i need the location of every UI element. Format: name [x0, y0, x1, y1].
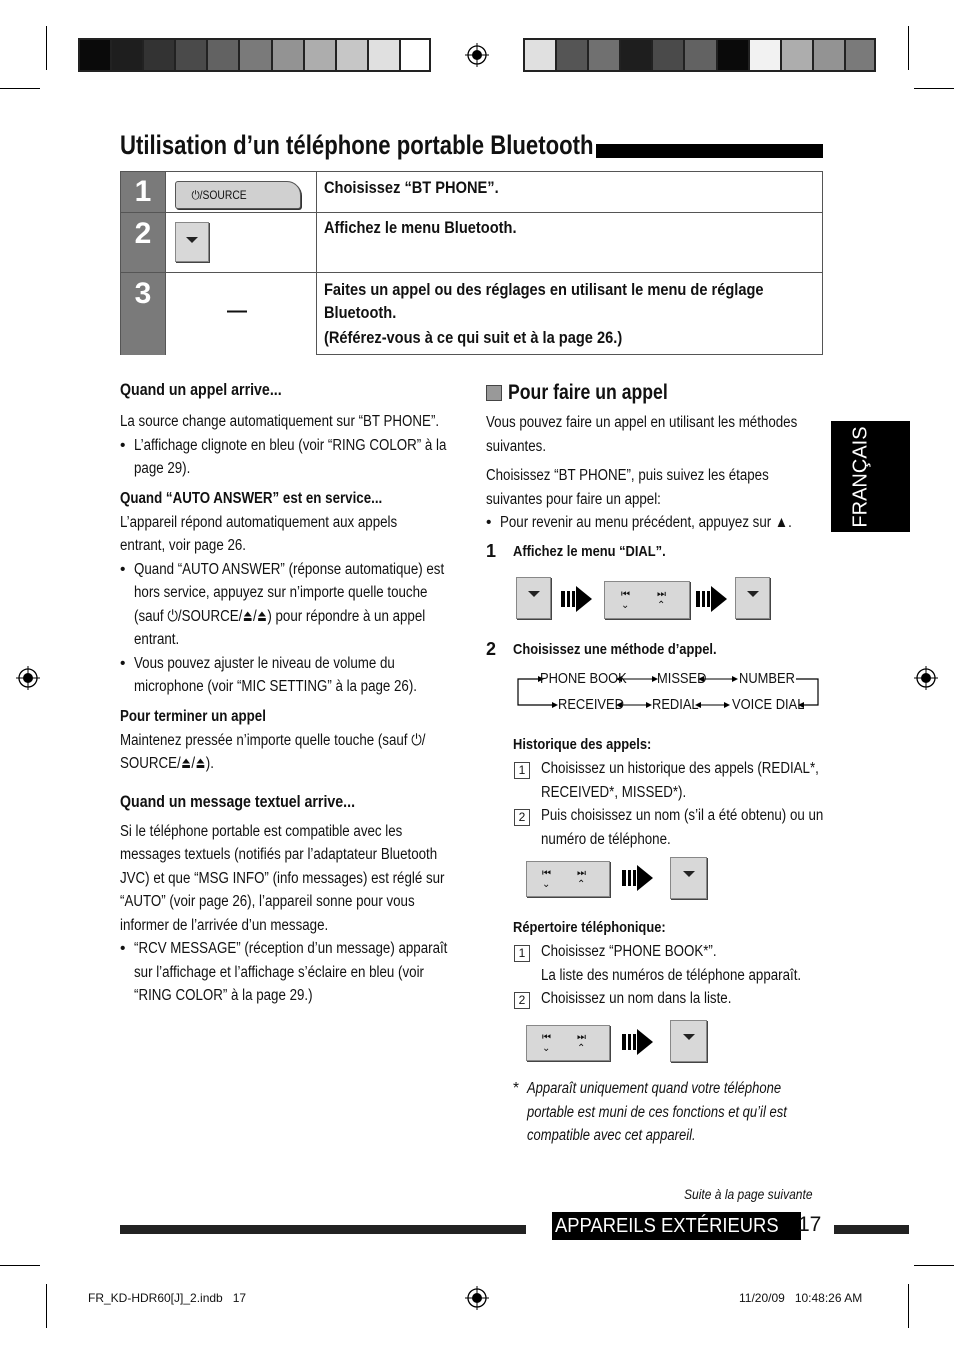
step-dash: —	[227, 300, 247, 322]
list-item: Choisissez un nom dans la liste.	[541, 990, 732, 1007]
item-number: 1	[514, 762, 530, 779]
skip-forward-icon: ⏭ ⌃	[577, 1032, 586, 1054]
down-button[interactable]	[175, 222, 209, 262]
menu-item-phone-book: PHONE BOOK	[540, 670, 627, 687]
down-triangle-icon	[528, 591, 540, 597]
color-swatch	[844, 38, 877, 72]
registration-mark-icon	[16, 666, 40, 690]
slug-date: 11/20/09 10:48:26 AM	[739, 1291, 863, 1305]
paragraph: Si le téléphone portable est compatible avec les messages textuels (notifiés par l’adaptateur Bluetooth JVC) et que “MSG INFO” (info messages) est réglé sur “AUTO” (voir page 26), l’appareil sonne pour vous informer de l’arrivée d’un message.	[120, 822, 445, 934]
list-item: Choisissez “PHONE BOOK*”.	[541, 943, 717, 960]
steps-table	[120, 171, 823, 355]
color-swatch	[716, 38, 749, 72]
language-tab-label: FRANÇAIS	[849, 426, 872, 528]
arrow-right-icon	[696, 582, 728, 616]
step-note: (Référez-vous à ce qui suit et à la page 26.)	[324, 328, 623, 347]
step-text: Choisissez une méthode d’appel.	[513, 641, 717, 658]
down-triangle-icon	[683, 1034, 695, 1040]
down-button[interactable]	[670, 1020, 707, 1062]
registration-mark-icon	[465, 43, 489, 67]
color-swatch	[587, 38, 620, 72]
crop-mark	[0, 1265, 40, 1266]
section-heading: Quand “AUTO ANSWER” est en service...	[120, 489, 383, 507]
color-swatch	[780, 38, 813, 72]
skip-back-icon: ⏮ ⌄	[542, 1032, 551, 1054]
color-swatch	[78, 38, 111, 72]
skip-back-icon: ⏮ ⌄	[621, 589, 630, 611]
list-item: Choisissez un historique des appels (REDIAL*, RECEIVED*, MISSED*).	[541, 760, 819, 801]
item-number: 2	[514, 992, 530, 1009]
skip-buttons[interactable]	[526, 1025, 610, 1061]
list-item-detail: La liste des numéros de téléphone apparaît.	[541, 967, 802, 984]
color-swatch	[174, 38, 207, 72]
menu-item-voice-dial: VOICE DIAL	[732, 696, 805, 713]
page-number: 17	[798, 1213, 822, 1236]
slug-file: FR_KD-HDR60[J]_2.indb 17	[88, 1291, 247, 1305]
title-rule	[596, 144, 823, 158]
color-swatch	[303, 38, 336, 72]
color-swatch	[399, 38, 432, 72]
color-swatch	[206, 38, 239, 72]
arrow-right-icon	[622, 1025, 654, 1059]
skip-buttons[interactable]	[526, 861, 610, 897]
arrow-right-icon	[622, 861, 654, 895]
crop-mark	[46, 1284, 47, 1328]
continued-note: Suite à la page suivante	[684, 1186, 813, 1202]
step-number: 3	[121, 273, 165, 355]
color-swatch	[335, 38, 368, 72]
crop-mark	[914, 88, 954, 89]
bullet-item: Pour revenir au menu précédent, appuyez sur ▲.	[500, 514, 792, 531]
paragraph: Maintenez pressée n’importe quelle touche (sauf ⏻/ SOURCE/⏏/⏏).	[120, 731, 426, 772]
crop-mark	[914, 1265, 954, 1266]
color-swatch	[523, 38, 556, 72]
footer-rule-right	[834, 1225, 909, 1234]
footnote-mark: *	[513, 1080, 520, 1097]
paragraph: L’appareil répond automatiquement aux appels entrant, voir page 26.	[120, 513, 398, 554]
down-button[interactable]	[516, 577, 551, 619]
sub-heading: Répertoire téléphonique:	[513, 919, 666, 936]
footer-rule-left	[120, 1225, 526, 1234]
step-text: Affichez le menu “DIAL”.	[513, 543, 666, 560]
source-button-label: ⏻/SOURCE	[191, 188, 247, 202]
down-button[interactable]	[670, 857, 707, 899]
arrow-right-icon	[561, 582, 593, 616]
color-swatch	[367, 38, 400, 72]
bullet-item: L’affichage clignote en bleu (voir “RING COLOR” à la page 29).	[134, 436, 447, 477]
color-swatch	[110, 38, 143, 72]
section-heading: Pour terminer un appel	[120, 707, 266, 725]
registration-mark-icon	[914, 666, 938, 690]
down-button[interactable]	[735, 577, 770, 619]
paragraph: La source change automatiquement sur “BT PHONE”.	[120, 413, 440, 430]
skip-forward-icon: ⏭ ⌃	[577, 868, 586, 890]
color-swatch	[271, 38, 304, 72]
section-square-icon	[486, 385, 502, 401]
color-swatch	[619, 38, 652, 72]
menu-item-redial: REDIAL	[652, 696, 699, 713]
skip-buttons[interactable]	[604, 581, 690, 619]
bullet-item: Vous pouvez ajuster le niveau de volume du microphone (voir “MIC SETTING” à la page 26).	[134, 654, 417, 695]
section-heading: Pour faire un appel	[508, 381, 668, 404]
menu-item-missed: MISSED	[657, 670, 707, 687]
step-number: 1	[121, 172, 165, 212]
bullet-item: Quand “AUTO ANSWER” (réponse automatique) est hors service, appuyez sur n’importe quelle touche (sauf ⏻/SOURCE/⏏/⏏) pour répondre à un appel entrant.	[134, 560, 445, 648]
source-button[interactable]	[175, 181, 301, 209]
color-swatch	[555, 38, 588, 72]
color-swatch	[683, 38, 716, 72]
menu-item-received: RECEIVED	[558, 696, 624, 713]
list-item: Puis choisissez un nom (s’il a été obtenu) ou un numéro de téléphone.	[541, 807, 824, 848]
footnote: Apparaît uniquement quand votre téléphone portable est muni de ces fonctions et qu’il est compatible avec cet appareil.	[527, 1080, 787, 1144]
down-triangle-icon	[186, 237, 198, 243]
section-heading: Quand un appel arrive...	[120, 381, 282, 399]
item-number: 1	[514, 945, 530, 962]
paragraph: Choisissez “BT PHONE”, puis suivez les étapes suivantes pour faire un appel:	[486, 467, 769, 508]
bullet-item: “RCV MESSAGE” (réception d’un message) apparaît sur l’affichage et l’affichage s’éclaire en bleu (voir “RING COLOR” à la page 29.)	[134, 940, 448, 1004]
page-title: Utilisation d’un téléphone portable Bluetooth	[120, 130, 594, 160]
step-number: 2	[486, 639, 497, 659]
color-swatch	[812, 38, 845, 72]
step-number: 1	[486, 541, 497, 561]
crop-mark	[908, 1284, 909, 1328]
language-tab	[831, 421, 910, 532]
menu-item-number: NUMBER	[739, 670, 795, 687]
crop-mark	[46, 26, 47, 70]
step-text: Affichez le menu Bluetooth.	[324, 218, 517, 237]
skip-forward-icon: ⏭ ⌃	[657, 589, 666, 611]
step-text: Choisissez “BT PHONE”.	[324, 178, 499, 197]
skip-back-icon: ⏮ ⌄	[542, 868, 551, 890]
registration-mark-icon	[465, 1286, 489, 1310]
footer-section-label: APPAREILS EXTÉRIEURS	[552, 1212, 801, 1240]
down-triangle-icon	[747, 591, 759, 597]
crop-mark	[0, 88, 40, 89]
sub-heading: Historique des appels:	[513, 736, 652, 753]
step-number: 2	[121, 213, 165, 272]
crop-mark	[908, 26, 909, 70]
step-text: Faites un appel ou des réglages en utilisant le menu de réglage Bluetooth.	[324, 280, 764, 322]
color-swatch	[651, 38, 684, 72]
section-heading: Quand un message textuel arrive...	[120, 792, 356, 811]
color-swatch	[238, 38, 271, 72]
down-triangle-icon	[683, 871, 695, 877]
paragraph: Vous pouvez faire un appel en utilisant les méthodes suivantes.	[486, 414, 798, 455]
color-swatch	[142, 38, 175, 72]
color-swatch	[748, 38, 781, 72]
item-number: 2	[514, 809, 530, 826]
